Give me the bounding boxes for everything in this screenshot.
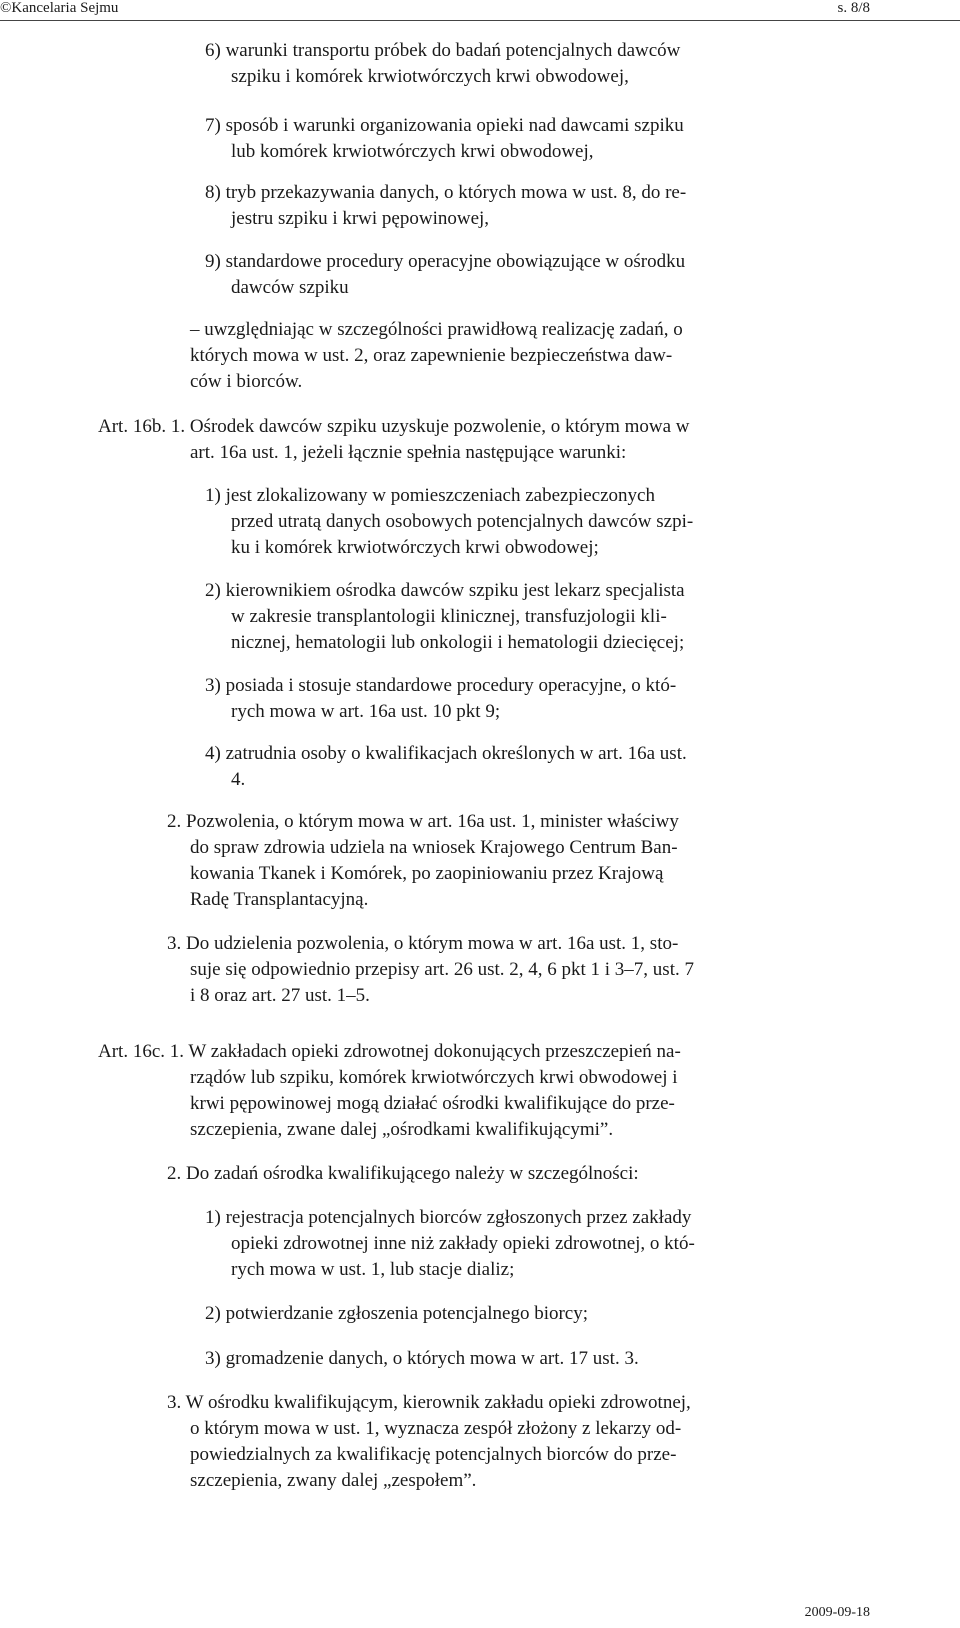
- art-16b-pkt-4: [205, 741, 855, 793]
- text-line: w zakresie transplantologii klinicznej, transfuzjologii kli-: [231, 606, 667, 627]
- text-line: przed utratą danych osobowych potencjalnych dawców szpi-: [231, 511, 694, 532]
- text-line: 7) sposób i warunki organizowania opieki nad dawcami szpiku: [205, 115, 684, 136]
- text-line: 3. Do udzielenia pozwolenia, o którym mowa w art. 16a ust. 1, sto-: [167, 933, 679, 954]
- text-line: jestru szpiku i krwi pępowinowej,: [231, 208, 490, 229]
- text-line: rych mowa w art. 16a ust. 10 pkt 9;: [231, 701, 501, 722]
- text-line: krwi pępowinowej mogą działać ośrodki kwalifikujące do prze-: [190, 1093, 675, 1114]
- text-line: o którym mowa w ust. 1, wyznacza zespół złożony z lekarzy od-: [190, 1418, 682, 1439]
- art-16c-pkt-1: [205, 1205, 855, 1283]
- text-line: ku i komórek krwiotwórczych krwi obwodowej;: [231, 537, 599, 558]
- text-line: 2) kierownikiem ośrodka dawców szpiku jest lekarz specjalista: [205, 580, 685, 601]
- text-line: Art. 16b. 1. Ośrodek dawców szpiku uzyskuje pozwolenie, o którym mowa w: [98, 416, 690, 437]
- footer-date: 2009-09-18: [804, 1605, 870, 1620]
- text-line: rządów lub szpiku, komórek krwiotwórczych krwi obwodowej i: [190, 1067, 678, 1088]
- text-line: rych mowa w ust. 1, lub stacje dializ;: [231, 1259, 515, 1280]
- text-line: ców i biorców.: [190, 371, 303, 392]
- text-line: suje się odpowiednio przepisy art. 26 ust. 2, 4, 6 pkt 1 i 3–7, ust. 7: [190, 959, 694, 980]
- text-line: szczepienia, zwany dalej „zespołem”.: [190, 1470, 477, 1491]
- text-line: 2) potwierdzanie zgłoszenia potencjalnego biorcy;: [205, 1303, 589, 1324]
- item-9: [205, 249, 855, 301]
- text-line: do spraw zdrowia udziela na wniosek Krajowego Centrum Ban-: [190, 837, 678, 858]
- text-line: 8) tryb przekazywania danych, o których mowa w ust. 8, do re-: [205, 182, 687, 203]
- text-line: 4.: [231, 769, 246, 790]
- text-line: dawców szpiku: [231, 277, 349, 298]
- art-16c-ust-1: [98, 1039, 855, 1143]
- text-line: 4) zatrudnia osoby o kwalifikacjach określonych w art. 16a ust.: [205, 743, 687, 764]
- art-16c-ust-3: [167, 1390, 855, 1494]
- art-16c-ust-2: [167, 1161, 855, 1187]
- art-16b-pkt-2: [205, 578, 855, 656]
- text-line: 3. W ośrodku kwalifikującym, kierownik zakładu opieki zdrowotnej,: [167, 1392, 691, 1413]
- text-line: 3) gromadzenie danych, o których mowa w art. 17 ust. 3.: [205, 1348, 639, 1369]
- art-16b-ust-1: [98, 414, 855, 466]
- text-line: 1) rejestracja potencjalnych biorców zgłoszonych przez zakłady: [205, 1207, 692, 1228]
- item-7: [205, 113, 855, 165]
- item-8: [205, 180, 855, 232]
- art-16b-pkt-1: [205, 483, 855, 561]
- text-line: – uwzględniając w szczególności prawidłową realizację zadań, o: [190, 319, 683, 340]
- text-line: których mowa w ust. 2, oraz zapewnienie bezpieczeństwa daw-: [190, 345, 673, 366]
- item-6: [205, 38, 855, 90]
- art-16b-pkt-3: [205, 673, 855, 725]
- text-line: lub komórek krwiotwórczych krwi obwodowej,: [231, 141, 594, 162]
- art-16b-ust-2: [167, 809, 855, 913]
- art-16c-pkt-3: [205, 1346, 855, 1372]
- text-line: kowania Tkanek i Komórek, po zaopiniowaniu przez Krajową: [190, 863, 664, 884]
- text-line: i 8 oraz art. 27 ust. 1–5.: [190, 985, 370, 1006]
- text-line: Art. 16c. 1. W zakładach opieki zdrowotnej dokonujących przeszczepień na-: [98, 1041, 681, 1062]
- text-line: 1) jest zlokalizowany w pomieszczeniach zabezpieczonych: [205, 485, 655, 506]
- art-16c-pkt-2: [205, 1301, 855, 1327]
- text-line: nicznej, hematologii lub onkologii i hematologii dziecięcej;: [231, 632, 685, 653]
- text-line: 9) standardowe procedury operacyjne obowiązujące w ośrodku: [205, 251, 686, 272]
- text-line: 2. Do zadań ośrodka kwalifikującego należy w szczególności:: [167, 1163, 639, 1184]
- text-line: 3) posiada i stosuje standardowe procedury operacyjne, o któ-: [205, 675, 677, 696]
- text-line: art. 16a ust. 1, jeżeli łącznie spełnia następujące warunki:: [190, 442, 627, 463]
- header-page-number: s. 8/8: [837, 0, 870, 16]
- text-line: szpiku i komórek krwiotwórczych krwi obwodowej,: [231, 66, 629, 87]
- header-publisher: ©Kancelaria Sejmu: [0, 0, 119, 16]
- text-line: 2. Pozwolenia, o którym mowa w art. 16a ust. 1, minister właściwy: [167, 811, 679, 832]
- text-line: 6) warunki transportu próbek do badań potencjalnych dawców: [205, 40, 681, 61]
- text-line: powiedzialnych za kwalifikację potencjalnych biorców do prze-: [190, 1444, 677, 1465]
- art-16b-ust-3: [167, 931, 855, 1009]
- text-line: Radę Transplantacyjną.: [190, 889, 369, 910]
- page-header: [0, 0, 960, 21]
- text-line: szczepienia, zwane dalej „ośrodkami kwalifikującymi”.: [190, 1119, 614, 1140]
- text-line: opieki zdrowotnej inne niż zakłady opieki zdrowotnej, o któ-: [231, 1233, 695, 1254]
- item-tail: [190, 317, 854, 395]
